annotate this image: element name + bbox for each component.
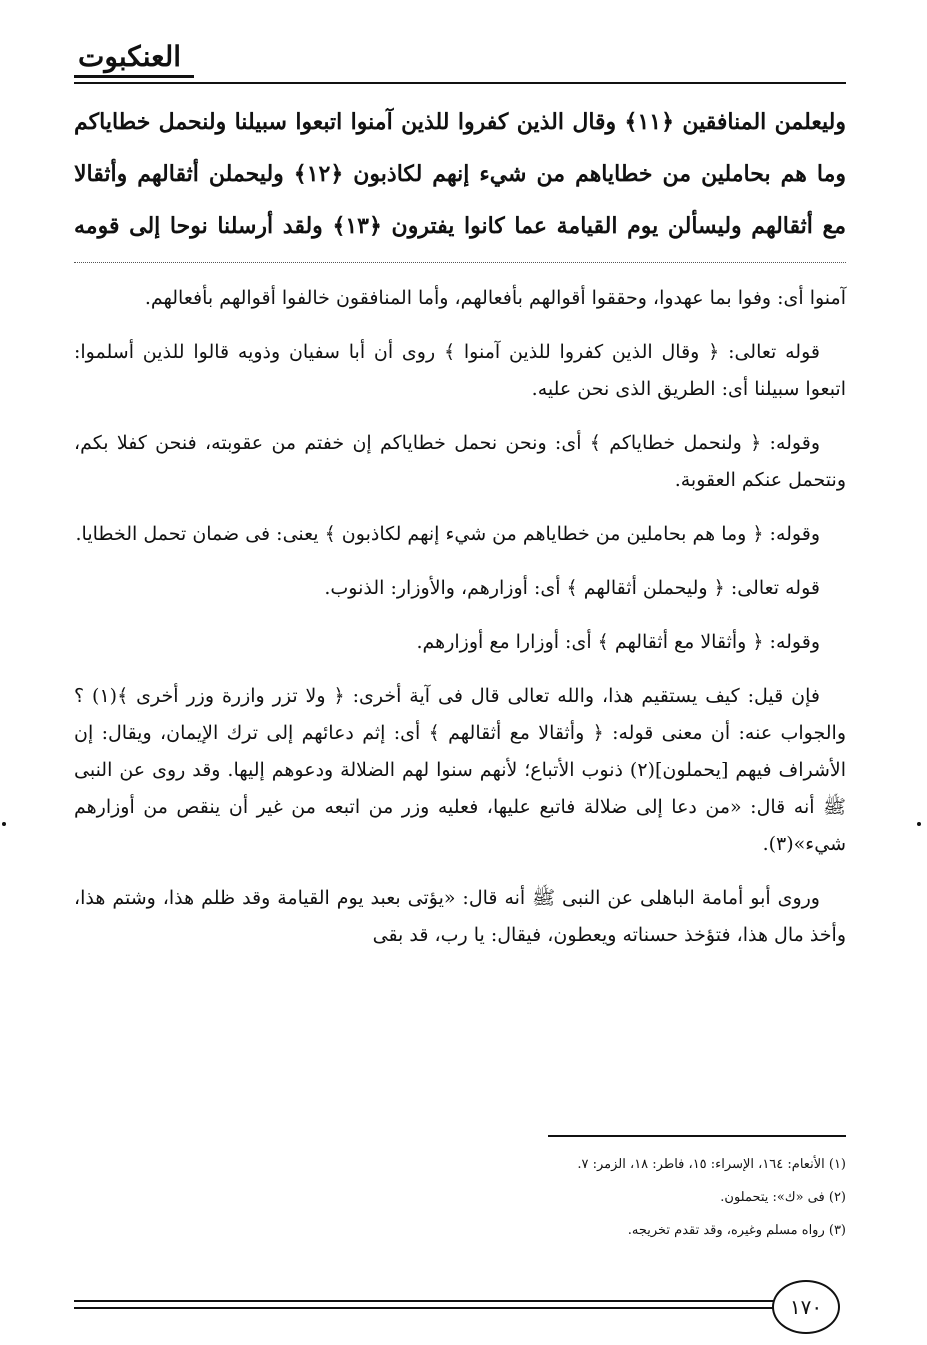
header-rule — [74, 82, 846, 84]
paragraph: قوله تعالى: ﴿ وقال الذين كفروا للذين آمنوا ﴾ روى أن أبا سفيان وذويه قالوا للذين أسلموا: اتبعوا سبيلنا أى: الطريق الذى نحن عليه. — [74, 341, 846, 400]
header-rule-short — [74, 75, 194, 78]
footer-rule — [74, 1307, 774, 1309]
quran-line: وما هم بحاملين من خطاياهم من شيء إنهم لكاذبون ﴿١٢﴾ وليحملن أثقالهم وأثقالا — [74, 161, 846, 187]
quran-verses — [74, 96, 846, 252]
commentary-text — [74, 280, 846, 971]
paragraph: آمنوا أى: وفوا بما عهدوا، وحققوا أقوالهم بأفعالهم، وأما المنافقون خالفوا أقوالهم بأفعالهم. — [144, 287, 846, 309]
footnotes — [74, 1148, 846, 1247]
footnote-rule — [548, 1135, 846, 1137]
quran-line: وليعلمن المنافقين ﴿١١﴾ وقال الذين كفروا للذين آمنوا اتبعوا سبيلنا ولنحمل خطاياكم — [74, 109, 846, 135]
footnote: (٣) رواه مسلم وغيره، وقد تقدم تخريجه. — [627, 1223, 846, 1238]
paragraph: وقوله: ﴿ وأثقالا مع أثقالهم ﴾ أى: أوزارا مع أوزارهم. — [416, 631, 820, 653]
footnote: (١) الأنعام: ١٦٤، الإسراء: ١٥، فاطر: ١٨، الزمر: ٧. — [577, 1157, 846, 1172]
paragraph: وقوله: ﴿ ولنحمل خطاياكم ﴾ أى: ونحن نحمل خطاياكم إن خفتم من عقوبته، فنحن كفلا بكم، ونتحمل عنكم العقوبة. — [74, 432, 846, 491]
paragraph: وقوله: ﴿ وما هم بحاملين من خطاياهم من شيء إنهم لكاذبون ﴾ يعنى: فى ضمان تحمل الخطايا. — [75, 523, 820, 545]
surah-title: العنكبوت — [78, 40, 182, 73]
paragraph: وروى أبو أمامة الباهلى عن النبى ﷺ أنه قال: «يؤتى بعبد يوم القيامة وقد ظلم هذا، وشتم هذا، وأخذ مال هذا، فتؤخذ حسناته ويعطون، فيقال: يا رب، قد بقى — [74, 887, 846, 946]
footer-rule — [74, 1300, 774, 1302]
verse-separator — [74, 262, 846, 263]
footnote: (٢) فى «ك»: يتحملون. — [720, 1190, 846, 1205]
paragraph: فإن قيل: كيف يستقيم هذا، والله تعالى قال فى آية أخرى: ﴿ ولا تزر وازرة وزر أخرى ﴾(١) ؟ والجواب عنه: أن معنى قوله: ﴿ وأثقالا مع أثقالهم ﴾ أى: إثم دعائهم إلى ترك الإيمان، ويقال: إن الأشراف فيهم [يحملون](٢) ذنوب الأتباع؛ لأنهم سنوا لهم الضلالة ودعوهم إليها. وقد روى عن النبى ﷺ أنه قال: «من دعا إلى ضلالة فاتبع عليها، فعليه وزر من اتبعه من غير أن ينقص من أوزارهم شيء»(٣). — [74, 685, 847, 855]
page-number: ١٧٠ — [772, 1280, 840, 1334]
paragraph: قوله تعالى: ﴿ وليحملن أثقالهم ﴾ أى: أوزارهم، والأوزار: الذنوب. — [324, 577, 820, 599]
margin-mark — [2, 822, 6, 826]
quran-line: مع أثقالهم وليسألن يوم القيامة عما كانوا يفترون ﴿١٣﴾ ولقد أرسلنا نوحا إلى قومه — [74, 213, 846, 239]
margin-mark — [917, 822, 921, 826]
